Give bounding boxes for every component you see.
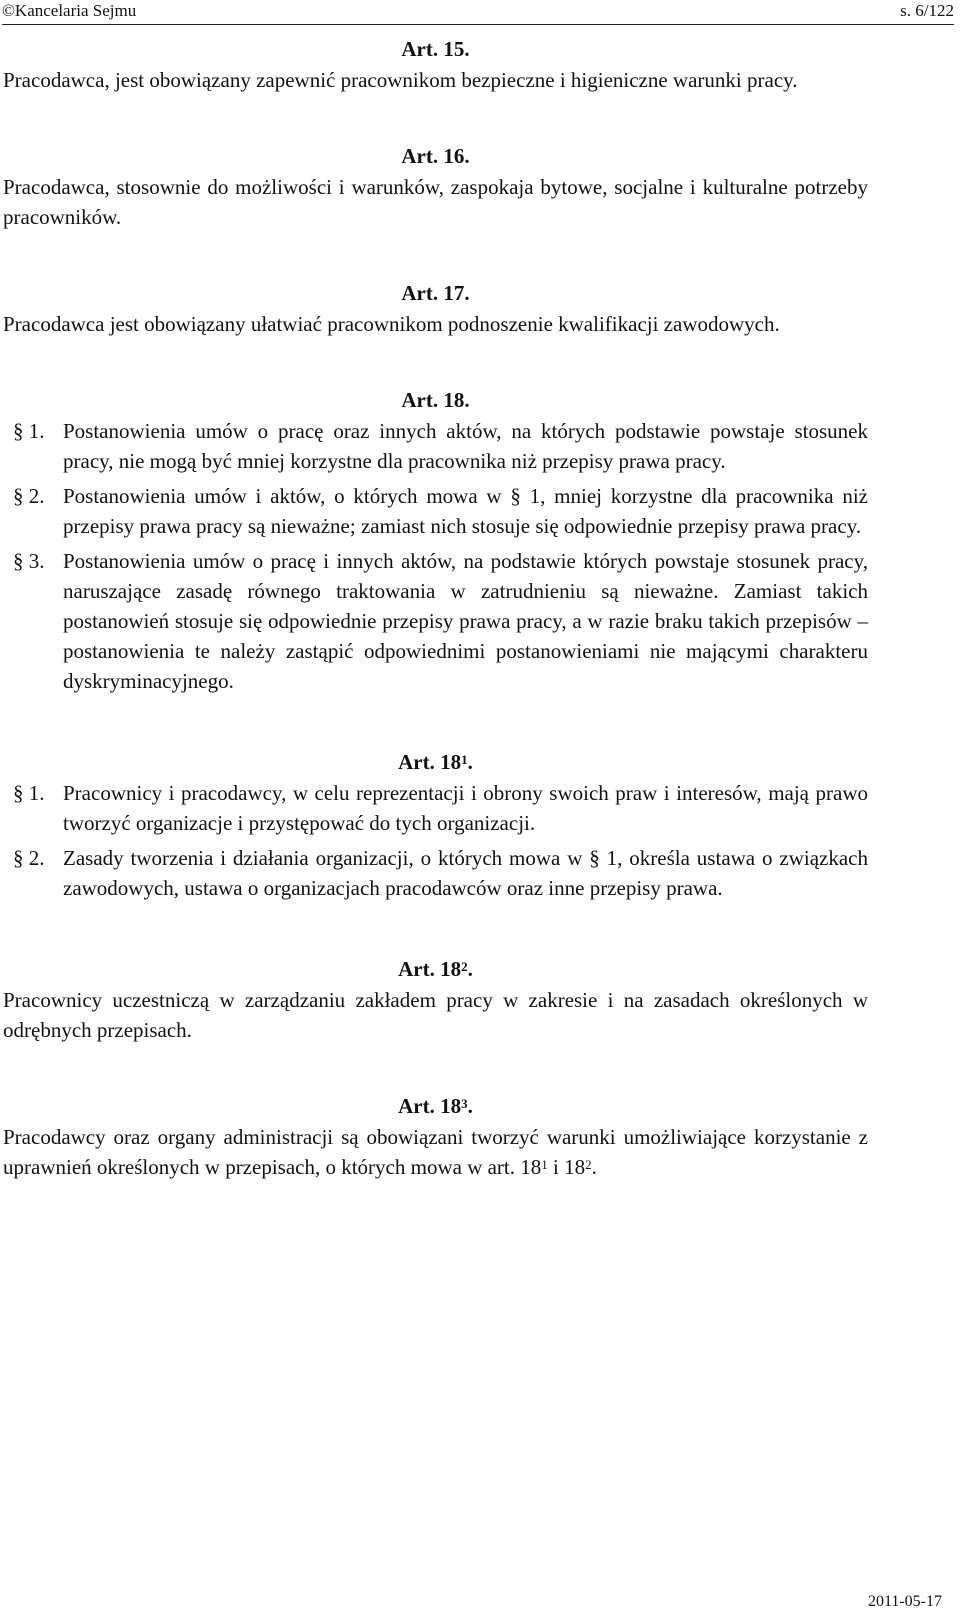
paragraph-number: § 1. xyxy=(13,419,45,443)
article-text: Pracodawcy oraz organy administracji są obowiązani tworzyć warunki umożliwiające korzystanie z uprawnień określonych w przepisach, o których mowa w art. $18^1$ i $18^2$. xyxy=(3,1125,868,1179)
article-text: Pracodawca, stosownie do możliwości i warunków, zaspokaja bytowe, socjalne i kulturalne potrzeby pracowników. xyxy=(3,175,868,229)
paragraph xyxy=(3,843,868,903)
paragraph xyxy=(3,546,868,696)
article-18-1 xyxy=(3,747,868,903)
paragraph-number: § 2. xyxy=(13,846,45,870)
article-title: Art. $18^1$. xyxy=(398,750,473,774)
article-title: Art. 17. xyxy=(401,281,470,305)
paragraph-text: Postanowienia umów o pracę i innych aktów, na podstawie których powstaje stosunek pracy, naruszające zasadę równego traktowania w zatrudnieniu są nieważne. Zamiast takich postanowień stosuje się odpowiednie przepisy prawa pracy, a w razie braku takich przepisów – postanowienia te należy zastąpić odpowiednimi postanowieniami nie mającymi charakteru dyskryminacyjnego. xyxy=(63,549,868,693)
paragraph-number: § 3. xyxy=(13,549,45,573)
paragraph xyxy=(3,481,868,541)
article-text: Pracodawca, jest obowiązany zapewnić pracownikom bezpieczne i higieniczne warunki pracy. xyxy=(3,68,798,92)
page-number: s. 6/122 xyxy=(900,1,954,20)
page-header xyxy=(2,0,954,25)
article-title: Art. $18^2$. xyxy=(398,957,473,981)
copyright-label: ©Kancelaria Sejmu xyxy=(2,1,137,20)
paragraph xyxy=(3,416,868,476)
paragraph-number: § 1. xyxy=(13,781,45,805)
paragraph-text: Pracownicy i pracodawcy, w celu reprezentacji i obrony swoich praw i interesów, mają prawo tworzyć organizacje i przystępować do tych organizacji. xyxy=(63,781,868,835)
article-title: Art. 18. xyxy=(401,388,470,412)
article-18-2 xyxy=(3,954,868,1045)
article-title: Art. $18^3$. xyxy=(398,1094,473,1118)
article-16 xyxy=(3,141,868,232)
paragraph-text: Postanowienia umów i aktów, o których mowa w § 1, mniej korzystne dla pracownika niż przepisy prawa pracy są nieważne; zamiast nich stosuje się odpowiednie przepisy prawa pracy. xyxy=(63,484,868,538)
paragraph xyxy=(3,778,868,838)
document-body xyxy=(3,34,868,1182)
article-18 xyxy=(3,385,868,696)
paragraph-number: § 2. xyxy=(13,484,45,508)
footer-date: 2011-05-17 xyxy=(867,1593,942,1610)
article-17 xyxy=(3,278,868,339)
paragraph-text: Postanowienia umów o pracę oraz innych aktów, na których podstawie powstaje stosunek pracy, nie mogą być mniej korzystne dla pracownika niż przepisy prawa pracy. xyxy=(63,419,868,473)
article-15 xyxy=(3,34,868,95)
paragraph-text: Zasady tworzenia i działania organizacji, o których mowa w § 1, określa ustawa o związkach zawodowych, ustawa o organizacjach pracodawców oraz inne przepisy prawa. xyxy=(63,846,868,900)
article-text: Pracodawca jest obowiązany ułatwiać pracownikom podnoszenie kwalifikacji zawodowych. xyxy=(3,312,780,336)
article-text: Pracownicy uczestniczą w zarządzaniu zakładem pracy w zakresie i na zasadach określonych w odrębnych przepisach. xyxy=(3,988,868,1042)
article-title: Art. 15. xyxy=(401,37,470,61)
article-18-3 xyxy=(3,1091,868,1182)
article-title: Art. 16. xyxy=(401,144,470,168)
